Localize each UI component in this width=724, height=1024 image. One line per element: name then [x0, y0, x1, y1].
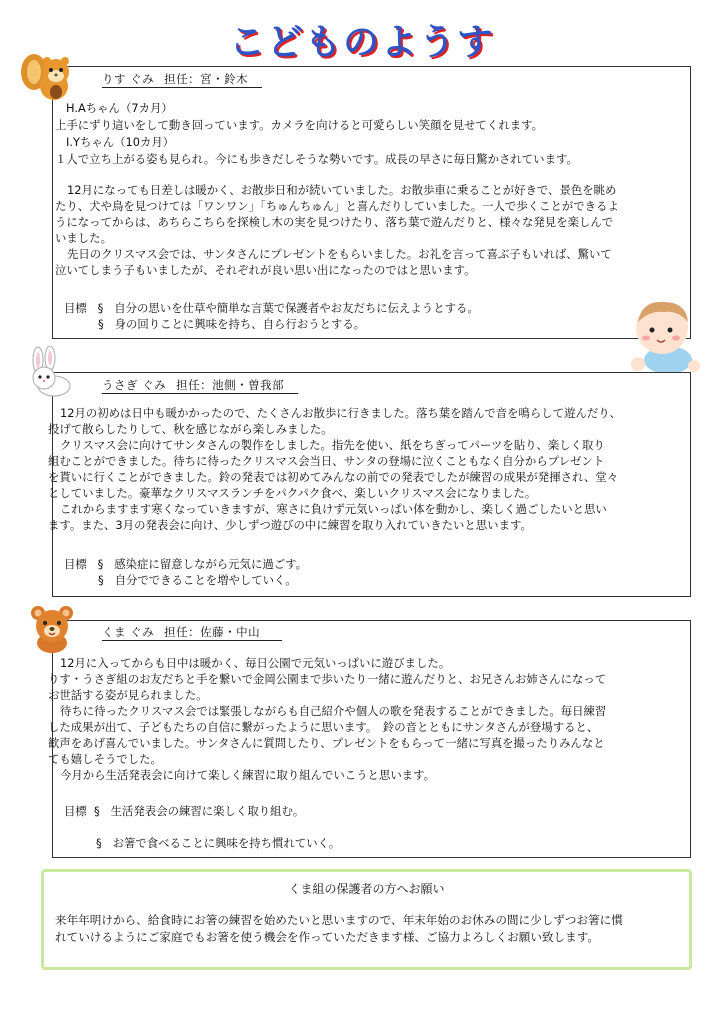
risu-goals: [64, 300, 479, 332]
paragraph-line: した成果が出て、子どもたちの自信に繋がったように思います。 鈴の音とともにサンタさんが登場すると、: [48, 720, 599, 734]
usagi-paragraph: [48, 405, 621, 533]
paragraph-line: うになってからは、あちらこちらを探検し木の実を見つけたり、落ち葉で遊んだりと、様々な発見を楽しんで: [55, 215, 614, 229]
paragraph-line: 投げて散らしたりして、秋を感じながら楽しみました。: [48, 422, 333, 436]
goal-item: 生活発表会の練習に楽しく取り組む。: [110, 804, 305, 818]
risu-child1-text: 上手にずり這いをして動き回っています。カメラを向けると可愛らしい笑顔を見せてくれます。: [55, 118, 543, 132]
goal-label: 目標: [64, 301, 87, 315]
paragraph-line: りす・うさぎ組のお友だちと手を繋いで金岡公園まで歩いたり一緒に遊んだりと、お兄さんお姉さんになって: [48, 672, 607, 686]
risu-child2-text: １人で立ち上がる姿も見られ。今にも歩きだしそうな勢いです。成長の早さに毎日驚かされています。: [55, 152, 578, 166]
risu-paragraph: [55, 182, 619, 278]
paragraph-line: 泣いてしまう子もいましたが、それぞれが良い思い出になったのではと思います。: [55, 263, 476, 277]
page-title: こどものようす: [228, 22, 495, 63]
notice-line: 来年年明けから、給食時にお箸の練習を始めたいと思いますので、年末年始のお休みの間に少しずつお箸に慣: [55, 913, 623, 927]
usagi-class-name: うさぎ ぐみ: [102, 378, 167, 392]
notice-body: [55, 912, 623, 946]
kuma-header: [102, 624, 282, 640]
goal-bullet: §: [98, 317, 104, 331]
paragraph-line: 先日のクリスマス会では、サンタさんにプレゼントをもらいました。お礼を言って喜ぶ子もいれば、驚いて: [67, 247, 612, 261]
goal-item: 感染症に留意しながら元気に過ごす。: [114, 557, 307, 571]
parent-notice-box: [41, 869, 692, 970]
paragraph-line: 歓声をあげ喜んでいました。サンタさんに質問したり、プレゼントをもらって一緒に写真を撮ったりみんなと: [48, 736, 605, 750]
baby-illustration: [624, 292, 702, 378]
paragraph-line: 待ちに待ったクリスマス会では緊張しながらも自己紹介や個人の歌を発表することができました。毎日練習: [60, 704, 607, 718]
paragraph-line: 12月に入ってからも日中は暖かく、毎日公園で元気いっぱいに遊びました。: [60, 656, 451, 670]
goal-bullet: §: [97, 301, 104, 315]
goal-label: 目標: [64, 804, 87, 818]
kuma-class-name: くま ぐみ: [102, 625, 155, 639]
risu-teacher: 担任：宮・鈴木: [164, 72, 249, 86]
kuma-teacher: 担任：佐藤・中山: [164, 625, 261, 639]
kuma-goals: [64, 803, 340, 851]
usagi-header: [102, 377, 298, 393]
bear-illustration: [26, 601, 78, 653]
risu-class-name: りす ぐみ: [102, 72, 155, 86]
risu-child2-name: I.Yちゃん（10カ月）: [66, 135, 175, 149]
rabbit-illustration: [24, 346, 74, 398]
goal-bullet: §: [94, 804, 100, 818]
paragraph-line: たり、犬や鳥を見つけては「ワンワン」「ちゅんちゅん」と喜んだりしていました。一人で歩くことができるよ: [55, 199, 619, 213]
goal-item: 身の回りことに興味を持ち、自ら行おうとする。: [114, 317, 366, 331]
usagi-teacher: 担任：池側・曽我部: [176, 378, 285, 392]
goal-bullet: §: [96, 836, 102, 850]
paragraph-line: これからますます寒くなっていきますが、寒さに負けず元気いっぱい体を動かし、楽しく過ごしたいと思い: [60, 502, 607, 516]
notice-line: れていけるようにご家庭でもお箸を使う機会を作っていただきます様、ご協力よろしくお願い致します。: [55, 930, 599, 944]
goal-item: 自分の思いを仕草や簡単な言葉で保護者やお友だちに伝えようとする。: [114, 301, 479, 315]
goal-item: お箸で食べることに興味を持ち慣れていく。: [112, 836, 341, 850]
goal-item: 自分でできることを増やしていく。: [114, 573, 297, 587]
risu-child1-name: H.Aちゃん（7カ月）: [66, 101, 173, 115]
goal-bullet: §: [98, 573, 104, 587]
paragraph-line: お世話する姿が見られました。: [48, 688, 208, 702]
paragraph-line: クリスマス会に向けてサンタさんの製作をしました。指先を使い、紙をちぎってパーツを貼り、楽しく取り: [60, 438, 605, 452]
paragraph-line: としていました。豪華なクリスマスランチをパクパク食べ、楽しいクリスマス会になりました。: [48, 486, 537, 500]
paragraph-line: 12月になっても日差しは暖かく、お散歩日和が続いていました。お散歩車に乗ることが好きで、景色を眺め: [67, 183, 617, 197]
paragraph-line: ても嬉しそうでした。: [48, 752, 162, 766]
squirrel-illustration: [20, 50, 76, 106]
paragraph-line: いました。: [55, 231, 112, 245]
paragraph-line: を貰いに行くことができました。鈴の発表では初めてみんなの前での発表でしたが練習の成果が発揮され、堂々: [48, 470, 619, 484]
paragraph-line: 組むことができました。待ちに待ったクリスマス会当日、サンタの登場に泣くこともなく自分からプレゼント: [48, 454, 605, 468]
notice-title: くま組の保護者の方へお願い: [288, 882, 445, 896]
paragraph-line: 今月から生活発表会に向けて楽しく練習に取り組んでいこうと思います。: [60, 768, 435, 782]
usagi-goals: [64, 556, 307, 588]
paragraph-line: ます。また、3月の発表会に向け、少しずつ遊びの中に練習を取り入れていきたいと思います。: [48, 518, 532, 532]
goal-label: 目標: [64, 557, 87, 571]
paragraph-line: 12月の初めは日中も暖かかったので、たくさんお散歩に行きました。落ち葉を踏んで音を鳴らして遊んだり、: [60, 406, 622, 420]
goal-bullet: §: [97, 557, 104, 571]
kuma-paragraph: [48, 655, 606, 783]
risu-header: [102, 71, 262, 87]
